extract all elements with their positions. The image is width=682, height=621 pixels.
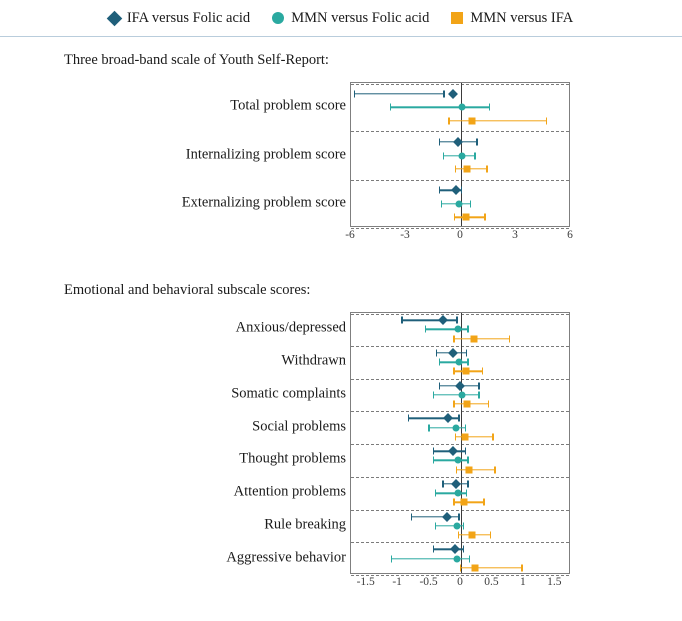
forest-plot-subscales bbox=[64, 312, 654, 602]
interval-cap-right bbox=[465, 424, 466, 431]
interval-bar bbox=[435, 492, 468, 493]
point-estimate-marker bbox=[456, 200, 463, 207]
interval-cap-left bbox=[411, 513, 412, 520]
row-label: Total problem score bbox=[230, 97, 346, 114]
interval-bar bbox=[456, 469, 496, 470]
interval-cap-right bbox=[467, 457, 468, 464]
interval-cap-left bbox=[433, 448, 434, 455]
gridline-horizontal bbox=[351, 131, 569, 132]
row-label: Withdrawn bbox=[281, 352, 346, 369]
point-estimate-marker bbox=[469, 532, 476, 539]
row-label: Rule breaking bbox=[264, 516, 346, 533]
row-label: Externalizing problem score bbox=[181, 194, 346, 211]
interval-cap-left bbox=[439, 359, 440, 366]
interval-cap-left bbox=[455, 166, 456, 173]
row-label-group-subscales bbox=[64, 312, 346, 602]
interval-cap-left bbox=[391, 555, 392, 562]
row-label: Anxious/depressed bbox=[235, 319, 346, 336]
gridline-edge bbox=[351, 314, 569, 315]
interval-cap-right bbox=[478, 382, 479, 389]
interval-cap-right bbox=[490, 532, 491, 539]
interval-cap-right bbox=[476, 138, 477, 145]
interval-bar bbox=[401, 320, 458, 321]
point-estimate-marker bbox=[451, 185, 461, 195]
interval-bar bbox=[428, 427, 466, 428]
point-estimate-marker bbox=[454, 490, 461, 497]
interval-cap-right bbox=[465, 448, 466, 455]
point-estimate-marker bbox=[464, 401, 471, 408]
interval-cap-left bbox=[443, 152, 444, 159]
interval-bar bbox=[433, 460, 469, 461]
circle-marker-icon bbox=[272, 12, 284, 24]
point-estimate-marker bbox=[454, 555, 461, 562]
interval-cap-left bbox=[448, 117, 449, 124]
legend-item-label: MMN versus Folic acid bbox=[291, 9, 430, 26]
interval-cap-right bbox=[482, 368, 483, 375]
interval-cap-left bbox=[455, 433, 456, 440]
interval-cap-left bbox=[454, 214, 455, 221]
interval-cap-right bbox=[492, 433, 493, 440]
interval-cap-left bbox=[441, 200, 442, 207]
interval-cap-right bbox=[509, 335, 510, 342]
interval-cap-right bbox=[458, 513, 459, 520]
interval-cap-left bbox=[439, 382, 440, 389]
interval-cap-left bbox=[390, 104, 391, 111]
gridline-horizontal bbox=[351, 379, 569, 380]
interval-cap-right bbox=[466, 490, 467, 497]
interval-cap-left bbox=[456, 466, 457, 473]
interval-cap-left bbox=[460, 564, 461, 571]
x-axis-tick-label: 0.5 bbox=[484, 576, 499, 588]
point-estimate-marker bbox=[465, 466, 472, 473]
interval-cap-right bbox=[466, 349, 467, 356]
point-estimate-marker bbox=[455, 457, 462, 464]
interval-bar bbox=[433, 394, 480, 395]
row-label: Somatic complaints bbox=[231, 385, 346, 402]
point-estimate-marker bbox=[462, 433, 469, 440]
interval-cap-left bbox=[433, 546, 434, 553]
row-label: Social problems bbox=[252, 418, 346, 435]
point-estimate-marker bbox=[458, 152, 465, 159]
interval-cap-left bbox=[354, 90, 355, 97]
interval-cap-right bbox=[463, 522, 464, 529]
interval-bar bbox=[354, 93, 445, 94]
square-marker-icon bbox=[451, 12, 463, 24]
point-estimate-marker bbox=[452, 424, 459, 431]
section-caption-broadband: Three broad-band scale of Youth Self-Report: bbox=[64, 52, 329, 68]
interval-cap-left bbox=[428, 424, 429, 431]
interval-bar bbox=[453, 502, 484, 503]
interval-cap-right bbox=[484, 214, 485, 221]
interval-cap-right bbox=[461, 187, 462, 194]
interval-cap-right bbox=[467, 480, 468, 487]
interval-cap-left bbox=[458, 532, 459, 539]
x-axis-tick-label: 6 bbox=[567, 229, 573, 241]
interval-cap-right bbox=[456, 317, 457, 324]
x-axis-tick-label: 0 bbox=[457, 229, 463, 241]
point-estimate-marker bbox=[448, 89, 458, 99]
x-axis-tick-label: 1.5 bbox=[547, 576, 562, 588]
x-axis-tick-label: -1.5 bbox=[356, 576, 375, 588]
point-estimate-marker bbox=[448, 348, 458, 358]
interval-cap-right bbox=[488, 401, 489, 408]
interval-cap-left bbox=[408, 415, 409, 422]
point-estimate-marker bbox=[451, 479, 461, 489]
point-estimate-marker bbox=[455, 381, 465, 391]
interval-cap-right bbox=[486, 166, 487, 173]
interval-cap-right bbox=[467, 359, 468, 366]
interval-cap-left bbox=[453, 499, 454, 506]
interval-cap-right bbox=[483, 499, 484, 506]
interval-bar bbox=[460, 567, 523, 568]
interval-cap-left bbox=[439, 138, 440, 145]
forest-plot-broadband bbox=[64, 82, 654, 252]
x-axis-tick-label: -1 bbox=[392, 576, 402, 588]
interval-cap-right bbox=[470, 200, 471, 207]
interval-cap-right bbox=[474, 152, 475, 159]
plot-area-broadband bbox=[350, 82, 570, 227]
legend-item-1[interactable] bbox=[109, 10, 250, 27]
interval-cap-right bbox=[478, 391, 479, 398]
gridline-horizontal bbox=[351, 180, 569, 181]
interval-cap-right bbox=[546, 117, 547, 124]
point-estimate-marker bbox=[456, 359, 463, 366]
x-axis-tick-label: 1 bbox=[519, 576, 526, 588]
interval-cap-right bbox=[443, 90, 444, 97]
interval-bar bbox=[390, 106, 491, 107]
x-axis-tick-label: 3 bbox=[512, 229, 518, 241]
legend-item-label: MMN versus IFA bbox=[470, 9, 574, 26]
point-estimate-marker bbox=[464, 166, 471, 173]
gridline-horizontal bbox=[351, 542, 569, 543]
point-estimate-marker bbox=[438, 315, 448, 325]
interval-bar bbox=[455, 436, 494, 437]
gridline-horizontal bbox=[351, 477, 569, 478]
interval-cap-right bbox=[521, 564, 522, 571]
point-estimate-marker bbox=[443, 414, 453, 424]
row-label-group-broadband bbox=[64, 82, 346, 252]
plot-area-subscales bbox=[350, 312, 570, 574]
point-estimate-marker bbox=[448, 446, 458, 456]
point-estimate-marker bbox=[459, 391, 466, 398]
point-estimate-marker bbox=[463, 368, 470, 375]
x-axis-tick-label: -6 bbox=[345, 229, 355, 241]
interval-cap-left bbox=[453, 368, 454, 375]
interval-cap-left bbox=[453, 335, 454, 342]
point-estimate-marker bbox=[470, 335, 477, 342]
interval-bar bbox=[453, 403, 489, 404]
point-estimate-marker bbox=[454, 326, 461, 333]
interval-cap-right bbox=[467, 326, 468, 333]
point-estimate-marker bbox=[468, 117, 475, 124]
interval-cap-right bbox=[463, 546, 464, 553]
section-caption-subscales: Emotional and behavioral subscale scores: bbox=[64, 282, 311, 298]
interval-bar bbox=[411, 516, 460, 517]
interval-cap-left bbox=[442, 480, 443, 487]
legend-item-3[interactable] bbox=[451, 10, 573, 27]
point-estimate-marker bbox=[454, 522, 461, 529]
row-label: Thought problems bbox=[239, 450, 346, 467]
x-axis-tick-label: 0 bbox=[457, 576, 463, 588]
interval-cap-left bbox=[401, 317, 402, 324]
interval-cap-left bbox=[425, 326, 426, 333]
interval-bar bbox=[439, 361, 469, 362]
x-axis-broadband bbox=[345, 229, 573, 247]
interval-cap-left bbox=[453, 401, 454, 408]
row-label: Internalizing problem score bbox=[185, 146, 346, 162]
x-axis-subscales bbox=[350, 576, 570, 594]
point-estimate-marker bbox=[461, 499, 468, 506]
legend-item-label: IFA versus Folic acid bbox=[126, 9, 251, 26]
point-estimate-marker bbox=[471, 564, 478, 571]
interval-cap-left bbox=[435, 490, 436, 497]
point-estimate-marker bbox=[450, 545, 460, 555]
x-axis-tick-label: -0.5 bbox=[419, 576, 438, 588]
point-estimate-marker bbox=[463, 214, 470, 221]
chart-legend bbox=[0, 0, 682, 37]
gridline-edge bbox=[351, 84, 569, 85]
interval-bar bbox=[425, 329, 469, 330]
row-label: Aggressive behavior bbox=[226, 549, 346, 566]
interval-cap-right bbox=[489, 104, 490, 111]
interval-cap-right bbox=[469, 555, 470, 562]
legend-item-2[interactable] bbox=[272, 10, 429, 27]
interval-bar bbox=[455, 168, 488, 169]
diamond-marker-icon bbox=[107, 10, 123, 26]
interval-cap-left bbox=[433, 391, 434, 398]
x-axis-tick-label: -3 bbox=[400, 229, 410, 241]
interval-bar bbox=[448, 120, 547, 121]
gridline-horizontal bbox=[351, 510, 569, 511]
gridline-horizontal bbox=[351, 411, 569, 412]
point-estimate-marker bbox=[442, 512, 452, 522]
interval-cap-right bbox=[494, 466, 495, 473]
interval-bar bbox=[453, 338, 510, 339]
interval-cap-left bbox=[436, 349, 437, 356]
gridline-horizontal bbox=[351, 444, 569, 445]
point-estimate-marker bbox=[458, 104, 465, 111]
interval-cap-left bbox=[433, 457, 434, 464]
gridline-horizontal bbox=[351, 346, 569, 347]
interval-cap-left bbox=[439, 187, 440, 194]
interval-cap-right bbox=[458, 415, 459, 422]
row-label: Attention problems bbox=[233, 483, 346, 500]
interval-cap-left bbox=[435, 522, 436, 529]
